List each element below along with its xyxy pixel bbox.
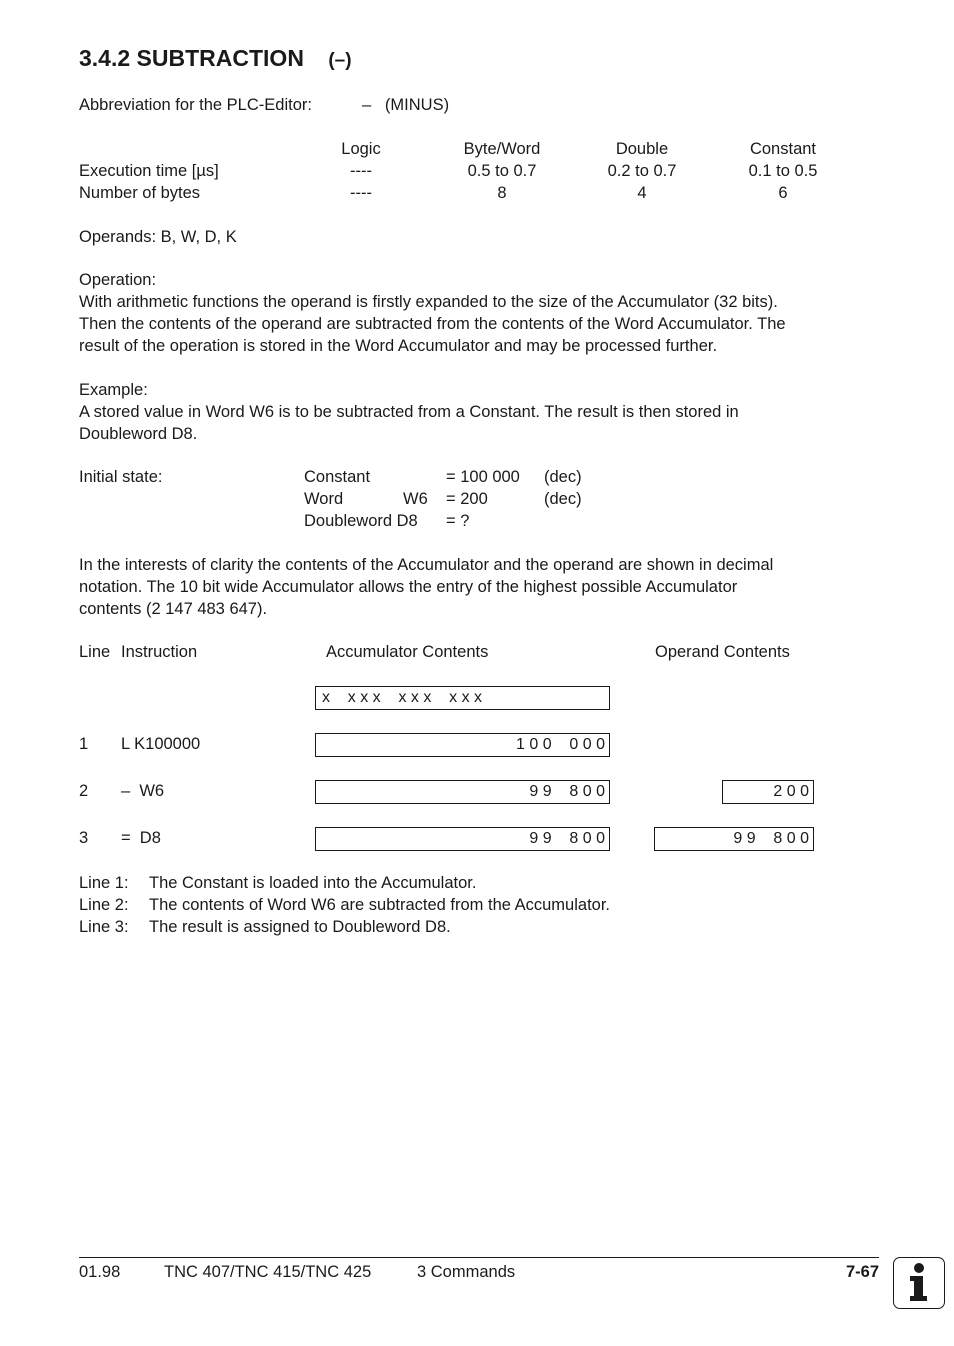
- program-header-accumulator: Accumulator Contents: [326, 643, 489, 661]
- initial-state-register: W6: [403, 490, 428, 508]
- timing-row-label: Number of bytes: [79, 184, 201, 202]
- info-icon-glyph: [894, 1258, 943, 1307]
- program-row-line: 1: [79, 735, 89, 753]
- timing-cell: 0.2 to 0.7: [607, 162, 677, 180]
- example-label: Example:: [79, 381, 148, 399]
- accumulator-contents-box: 1 0 0 0 0 0: [315, 733, 610, 757]
- clarity-note-line: contents (2 147 483 647).: [79, 600, 268, 618]
- initial-state-value: = 200: [446, 490, 488, 508]
- initial-state-value: = ?: [446, 512, 470, 530]
- initial-state-name: Word: [304, 490, 344, 508]
- operand-contents-box: 9 9 8 0 0: [654, 827, 814, 851]
- timing-cell: 0.5 to 0.7: [467, 162, 537, 180]
- operation-line: Then the contents of the operand are subtracted from the contents of the Word Accumulator. The: [79, 315, 786, 333]
- program-row-instruction: L K100000: [121, 735, 201, 753]
- accumulator-contents-box: 9 9 8 0 0: [315, 780, 610, 804]
- program-row-line: 2: [79, 782, 89, 800]
- section-title: [79, 44, 352, 75]
- program-row-instruction: – W6: [121, 782, 165, 800]
- line-note-label: Line 3:: [79, 918, 129, 936]
- timing-cell: 6: [778, 184, 788, 202]
- timing-header-logic: Logic: [341, 140, 381, 158]
- program-row-line: 3: [79, 829, 89, 847]
- clarity-note-line: In the interests of clarity the contents of the Accumulator and the operand are shown in decimal: [79, 556, 774, 574]
- section-symbol: (–): [328, 50, 352, 71]
- initial-state-name: Doubleword D8: [304, 512, 418, 530]
- timing-cell: ----: [350, 184, 372, 202]
- timing-row-label: Execution time [µs]: [79, 162, 219, 180]
- timing-header-constant: Constant: [749, 140, 817, 158]
- initial-state-unit: (dec): [544, 468, 582, 486]
- section-number: 3.4.2: [79, 45, 131, 71]
- timing-cell: 8: [497, 184, 507, 202]
- accumulator-contents-box: 9 9 8 0 0: [315, 827, 610, 851]
- info-icon: [893, 1257, 945, 1309]
- operands-text: Operands: B, W, D, K: [79, 228, 237, 246]
- initial-state-unit: (dec): [544, 490, 582, 508]
- timing-cell: 0.1 to 0.5: [748, 162, 818, 180]
- footer-chapter: 3 Commands: [417, 1263, 516, 1281]
- line-note-text: The contents of Word W6 are subtracted from the Accumulator.: [149, 896, 610, 914]
- line-note-text: The Constant is loaded into the Accumulator.: [149, 874, 477, 892]
- abbreviation-value: – (MINUS): [362, 96, 450, 114]
- initial-state-name: Constant: [304, 468, 371, 486]
- timing-header-byteword: Byte/Word: [463, 140, 541, 158]
- footer-date: 01.98: [79, 1263, 121, 1281]
- line-note-label: Line 2:: [79, 896, 129, 914]
- program-header-line: Line: [79, 643, 111, 661]
- operand-contents-box: 2 0 0: [722, 780, 814, 804]
- footer-models: TNC 407/TNC 415/TNC 425: [164, 1263, 372, 1281]
- operation-line: With arithmetic functions the operand is firstly expanded to the size of the Accumulator (32 bits).: [79, 293, 778, 311]
- initial-state-label: Initial state:: [79, 468, 163, 486]
- initial-state-value: = 100 000: [446, 468, 520, 486]
- timing-cell: ----: [350, 162, 372, 180]
- section-name: SUBTRACTION: [136, 45, 304, 71]
- timing-header-double: Double: [615, 140, 669, 158]
- program-row-instruction: = D8: [121, 829, 161, 847]
- operation-line: result of the operation is stored in the Word Accumulator and may be processed further.: [79, 337, 718, 355]
- program-header-instruction: Instruction: [121, 643, 198, 661]
- line-note-text: The result is assigned to Doubleword D8.: [149, 918, 451, 936]
- abbreviation-label: Abbreviation for the PLC-Editor:: [79, 96, 312, 114]
- program-header-operand: Operand Contents: [655, 643, 790, 661]
- example-line: Doubleword D8.: [79, 425, 198, 443]
- operation-label: Operation:: [79, 271, 157, 289]
- clarity-note-line: notation. The 10 bit wide Accumulator allows the entry of the highest possible Accumulator: [79, 578, 738, 596]
- accumulator-bit-mask: x x x x x x x x x x: [315, 686, 610, 710]
- timing-cell: 4: [637, 184, 647, 202]
- line-note-label: Line 1:: [79, 874, 129, 892]
- example-line: A stored value in Word W6 is to be subtracted from a Constant. The result is then stored in: [79, 403, 739, 421]
- footer-page-number: 7-67: [845, 1263, 879, 1281]
- footer-rule: [79, 1257, 879, 1258]
